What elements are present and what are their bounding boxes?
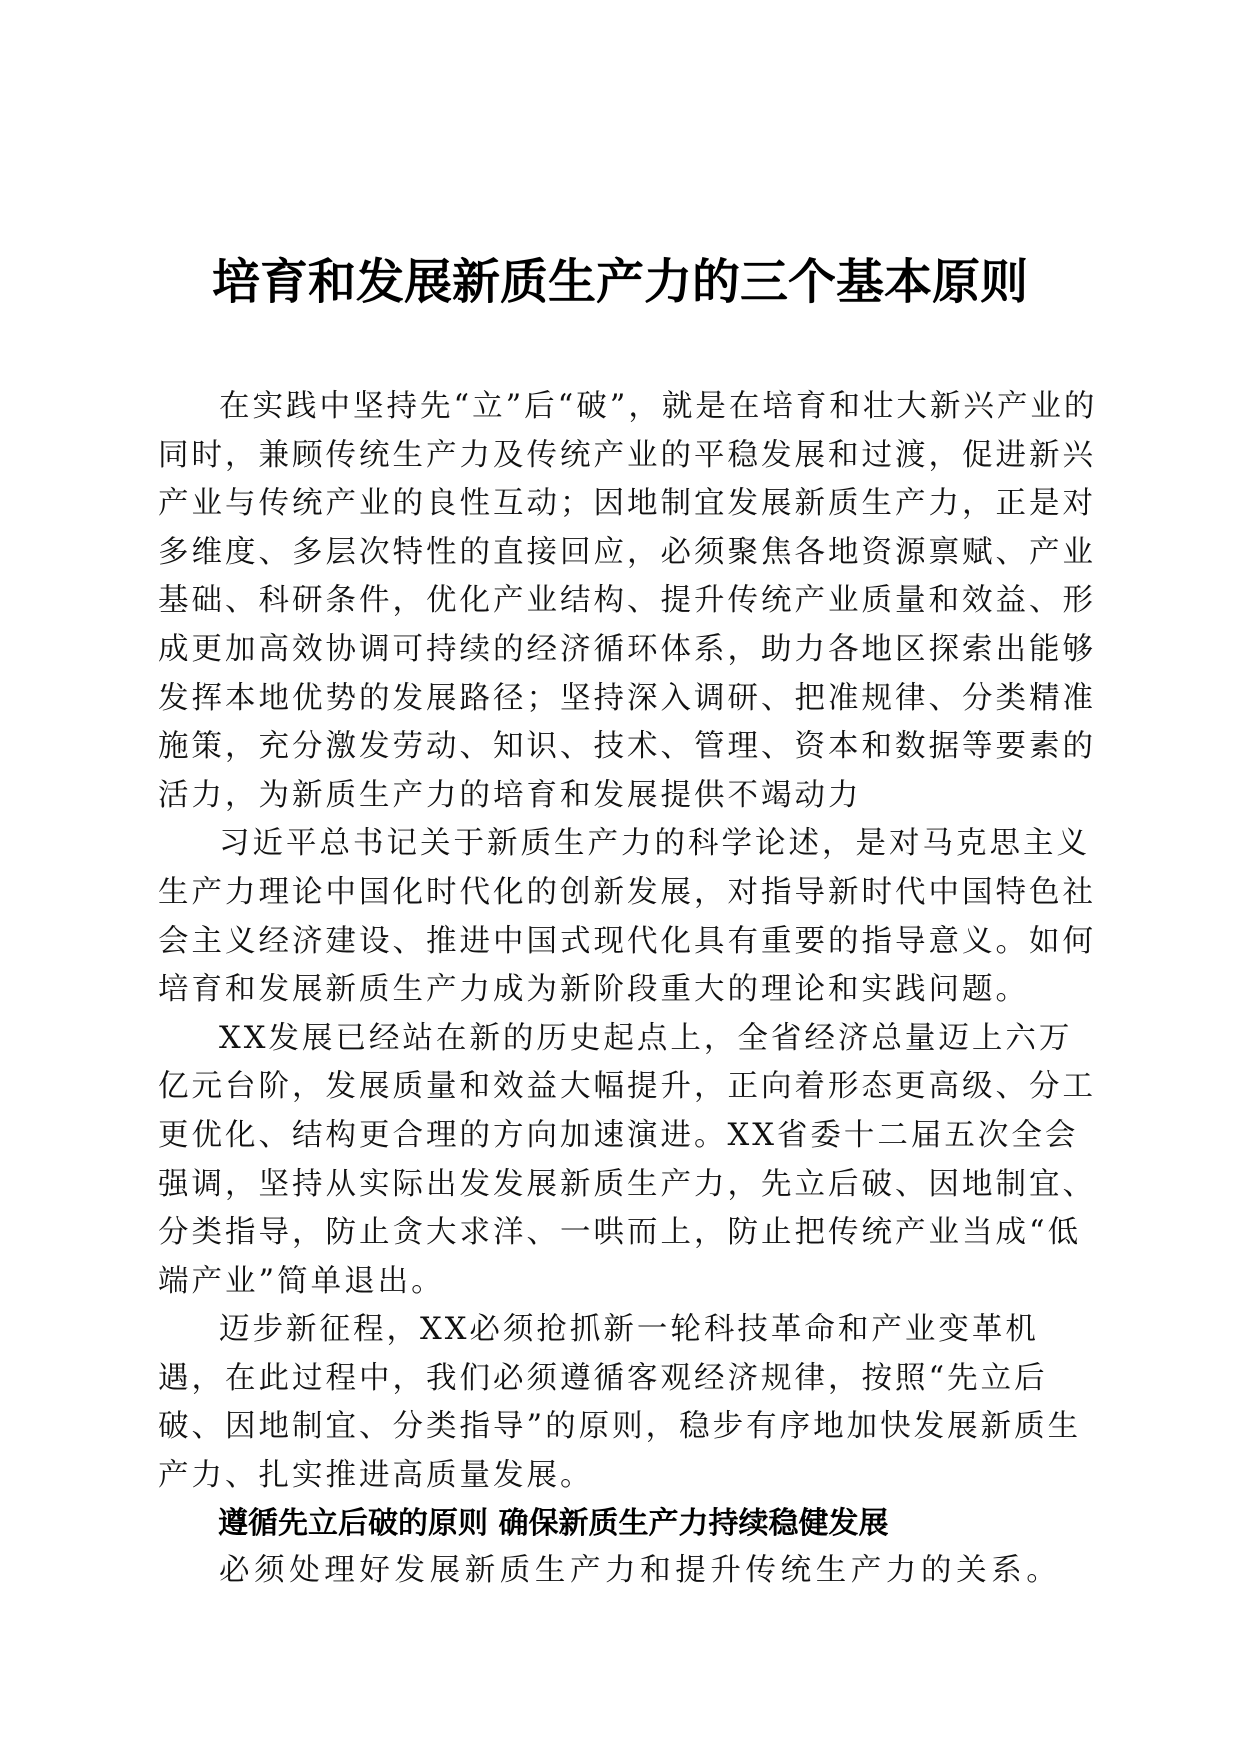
paragraph-theory: 习近平总书记关于新质生产力的科学论述，是对马克思主义生产力理论中国化时代化的创新发展，对指导新时代中国特色社会主义经济建设、推进中国式现代化具有重要的指导意义。如何培育和发展新质生产力成为新阶段重大的理论和实践问题。: [158, 826, 1096, 1008]
section-heading: 遵循先立后破的原则 确保新质生产力持续稳健发展: [218, 1505, 889, 1541]
paragraph-intro: 在实践中坚持先“立”后“破”，就是在培育和壮大新兴产业的同时，兼顾传统生产力及传统产业的平稳发展和过渡，促进新兴产业与传统产业的良性互动；因地制宜发展新质生产力，正是对多维度、多层次特性的直接回应，必须聚焦各地资源禀赋、产业基础、科研条件，优化产业结构、提升传统产业质量和效益、形成更加高效协调可持续的经济循环体系，助力各地区探索出能够发挥本地优势的发展路径；坚持深入调研、把准规律、分类精准施策，充分激发劳动、知识、技术、管理、资本和数据等要素的活力，为新质生产力的培育和发展提供不竭动力: [158, 389, 1098, 813]
document-body: [158, 383, 1098, 1595]
document-title: 培育和发展新质生产力的三个基本原则: [211, 254, 1028, 310]
paragraph-province: XX发展已经站在新的历史起点上，全省经济总量迈上六万亿元台阶，发展质量和效益大幅提升，正向着形态更高级、分工更优化、结构更合理的方向加速演进。XX省委十二届五次全会强调，坚持从实际出发发展新质生产力，先立后破、因地制宜、分类指导，防止贪大求洋、一哄而上，防止把传统产业当成“低端产业”简单退出。: [158, 1020, 1096, 1299]
paragraph-new-journey: 迈步新征程，XX必须抢抓新一轮科技革命和产业变革机遇，在此过程中，我们必须遵循客观经济规律，按照“先立后破、因地制宜、分类指导”的原则，稳步有序地加快发展新质生产力、扎实推进高质量发展。: [158, 1312, 1082, 1494]
paragraph-section-start: 必须处理好发展新质生产力和提升传统生产力的关系。: [219, 1552, 1062, 1588]
